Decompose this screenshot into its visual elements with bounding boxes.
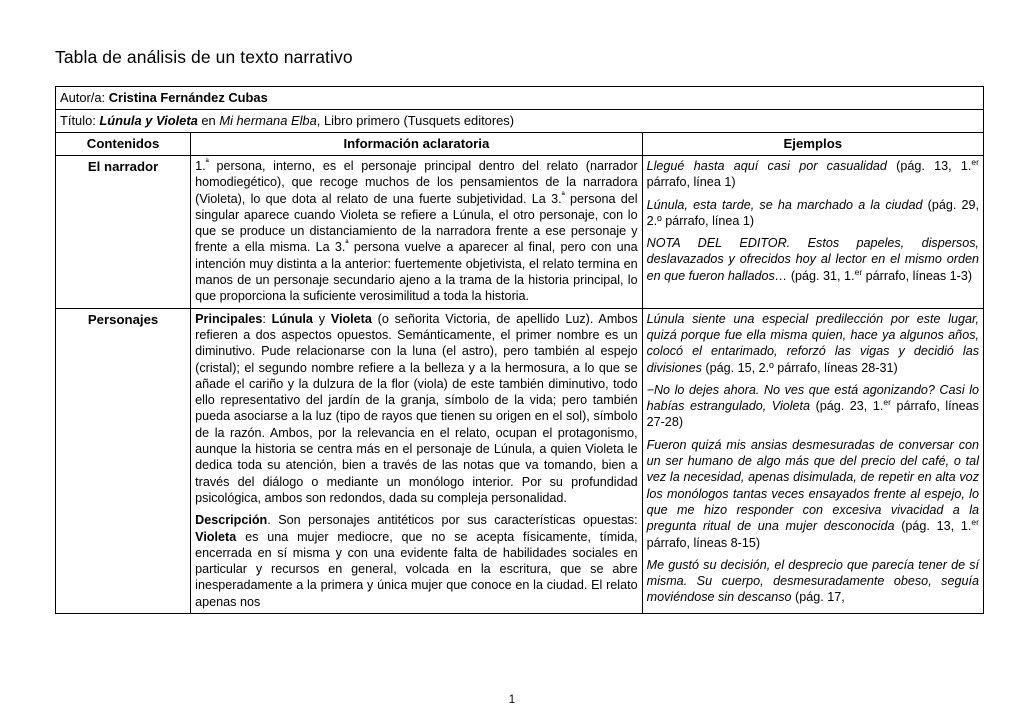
example-quote: Fueron quizá mis ansias desmesuradas de conversar con un ser humano de algo más que del precio del café, o tal vez la necesidad, apenas disimulada, de repetir en alta voz los monólogos tantas veces ensayados frente al espejo, lo que me hizo responder con excesiva vivacidad a la pregunta ritual de una mujer desconocida bbox=[646, 437, 979, 534]
table-header-row bbox=[56, 133, 984, 156]
work-title: Lúnula y Violeta bbox=[99, 113, 198, 128]
row-label-personajes: Personajes bbox=[56, 308, 191, 613]
example-ref: (pág. 17, bbox=[791, 590, 845, 605]
example-ref: (pág. 13, 1. bbox=[886, 159, 972, 173]
example-ref: (pág. 29, 2.º párrafo, línea 1) bbox=[646, 197, 980, 228]
example-ref: párrafo, línea 1) bbox=[646, 175, 736, 190]
author-name: Cristina Fernández Cubas bbox=[108, 90, 268, 105]
example-item bbox=[647, 382, 979, 431]
page-title: Tabla de análisis de un texto narrativo bbox=[55, 47, 353, 67]
author-row bbox=[56, 87, 984, 110]
info-frag: 1. bbox=[195, 159, 206, 173]
author-label: Autor/a: bbox=[60, 90, 106, 105]
table-row bbox=[56, 308, 984, 613]
example-quote: −No lo dejes ahora. No ves que está agonizando? Casi lo habías estrangulado, Violeta bbox=[646, 382, 979, 414]
example-quote: Lúnula siente una especial predilección por este lugar, quizá porque fue ella misma quien, hace ya algunos años, colocó el entarimado, reforzó las vigas y decidió las divisiones bbox=[646, 311, 979, 375]
info-lead: Principales bbox=[195, 311, 263, 326]
example-item bbox=[647, 158, 979, 191]
ordinal-sup: ª bbox=[345, 238, 349, 249]
author-cell bbox=[56, 87, 984, 110]
character-name-violeta: Violeta bbox=[195, 529, 237, 544]
ordinal-sup: er bbox=[883, 396, 891, 407]
example-item bbox=[647, 311, 979, 376]
table-row bbox=[56, 156, 984, 309]
info-frag: persona, interno, es el personaje principal dentro del relato (narrador homodiegético), que recoge muchos de los pensamientos de la narradora (Violeta), lo que dota al relato de una fuerte subjetividad. La 3. bbox=[195, 159, 638, 206]
ordinal-sup: ª bbox=[205, 156, 209, 167]
info-frag: persona del singular aparece cuando Violeta se refiere a Lúnula, el otro personaje, con lo que se produce un distanciamiento de la narradora frente a ese personaje y frente a ella misma. La 3. bbox=[195, 191, 638, 255]
column-header-ejemplos: Ejemplos bbox=[642, 133, 983, 156]
ordinal-sup: ª bbox=[561, 189, 565, 200]
title-rest: , Libro primero (Tusquets editores) bbox=[316, 113, 515, 128]
in-word: en bbox=[201, 113, 216, 128]
ordinal-sup: er bbox=[971, 517, 979, 528]
page-number: 1 bbox=[508, 694, 516, 706]
info-frag: y bbox=[312, 311, 331, 326]
info-lead: Descripción bbox=[195, 513, 268, 528]
info-frag: es una mujer mediocre, que no se acepta físicamente, tímida, encerrada en sí misma y con una evidente falta de habilidades sociales en particular y recursos en general, volcada en la escritura, que se abre inesperadamente a la primera y única mujer que conoce en la ciudad. El relato apenas nos bbox=[195, 529, 638, 609]
example-item bbox=[647, 557, 979, 606]
example-ref: (pág. 23, 1. bbox=[810, 399, 884, 414]
example-quote: Lúnula, esta tarde, se ha marchado a la ciudad bbox=[646, 197, 923, 212]
example-ref: párrafo, líneas 8-15) bbox=[646, 535, 761, 550]
info-frag: persona vuelve a aparecer al final, pero con una intención muy distinta a la anterior: fuertemente objetivista, el relato termina en manos de un personaje secundario ajeno a la trama de la historia principal, lo que proporciona la suficiente verosimilitud a toda la historia. bbox=[195, 240, 638, 304]
info-paragraph bbox=[195, 158, 637, 305]
example-ref: párrafo, líneas 27-28) bbox=[646, 399, 979, 430]
character-name-violeta: Violeta bbox=[330, 311, 372, 326]
work-title-row bbox=[56, 110, 984, 133]
column-header-contenidos: Contenidos bbox=[56, 133, 191, 156]
info-frag: (o señorita Victoria, de apellido Luz). Ambos refieren a dos aspectos opuestos. Semánticamente, el primer nombre es un diminutivo. Pude relacionarse con la luna (el astro), pero también al espejo (cristal); el segundo nombre refiere a la belleza y a la hermosura, a lo que se añade el cariño y la dulzura de la flor (viola) de este también diminutivo, todo ello representativo del jardín de la granja, símbolo de la vida; pero también pueda asociarse a la luz (tipo de rayos que tienen su origen en el sol), símbolo de la razón. Ambos, por la relevancia en el relato, ocupan el protagonismo, aunque la historia se centra más en el personaje de Lúnula, a quien Violeta le dedica toda su atención, bien a través de las notas que va tomando, bien a través del diálogo o mediante un monólogo interior. Por su profundidad psicológica, ambos son redondos, dada su compleja personalidad. bbox=[195, 311, 638, 505]
book-title: Mi hermana Elba bbox=[219, 113, 317, 128]
ordinal-sup: er bbox=[854, 266, 863, 277]
info-paragraph bbox=[195, 311, 637, 507]
example-ref: (pág. 15, 2.º párrafo, líneas 28-31) bbox=[701, 360, 898, 375]
info-frag: : bbox=[262, 311, 272, 326]
example-ref: (pág. 31, 1. bbox=[787, 268, 855, 283]
example-quote: Me gustó su decisión, el desprecio que parecía tener de sí misma. Su cuerpo, desmesuradamente obeso, seguía moviéndose sin descanso bbox=[646, 557, 979, 605]
ordinal-sup: er bbox=[971, 156, 979, 167]
row-info-personajes bbox=[191, 308, 642, 613]
info-frag: . Son personajes antitéticos por sus características opuestas: bbox=[267, 513, 638, 528]
example-quote: NOTA DEL EDITOR. Estos papeles, dispersos, deslavazados y ofrecidos hoy al lector en el mismo orden en que fueron hallados… bbox=[646, 236, 979, 283]
example-ref: (pág. 13, 1. bbox=[894, 519, 972, 534]
example-item bbox=[647, 235, 979, 284]
row-info-narrador bbox=[191, 156, 642, 309]
row-label-narrador: El narrador bbox=[56, 156, 191, 309]
example-item bbox=[647, 437, 979, 551]
narrative-analysis-table bbox=[55, 86, 984, 614]
title-label: Título: bbox=[60, 113, 96, 128]
work-title-cell bbox=[56, 110, 984, 133]
character-name-lunula: Lúnula bbox=[271, 311, 313, 326]
example-ref: párrafo, líneas 1-3) bbox=[862, 268, 973, 283]
row-ejemplos-personajes bbox=[642, 308, 983, 613]
example-quote: Llegué hasta aquí casi por casualidad bbox=[646, 159, 887, 173]
info-paragraph bbox=[195, 512, 637, 610]
example-item bbox=[647, 197, 979, 230]
column-header-informacion: Información aclaratoria bbox=[191, 133, 642, 156]
row-ejemplos-narrador bbox=[642, 156, 983, 309]
